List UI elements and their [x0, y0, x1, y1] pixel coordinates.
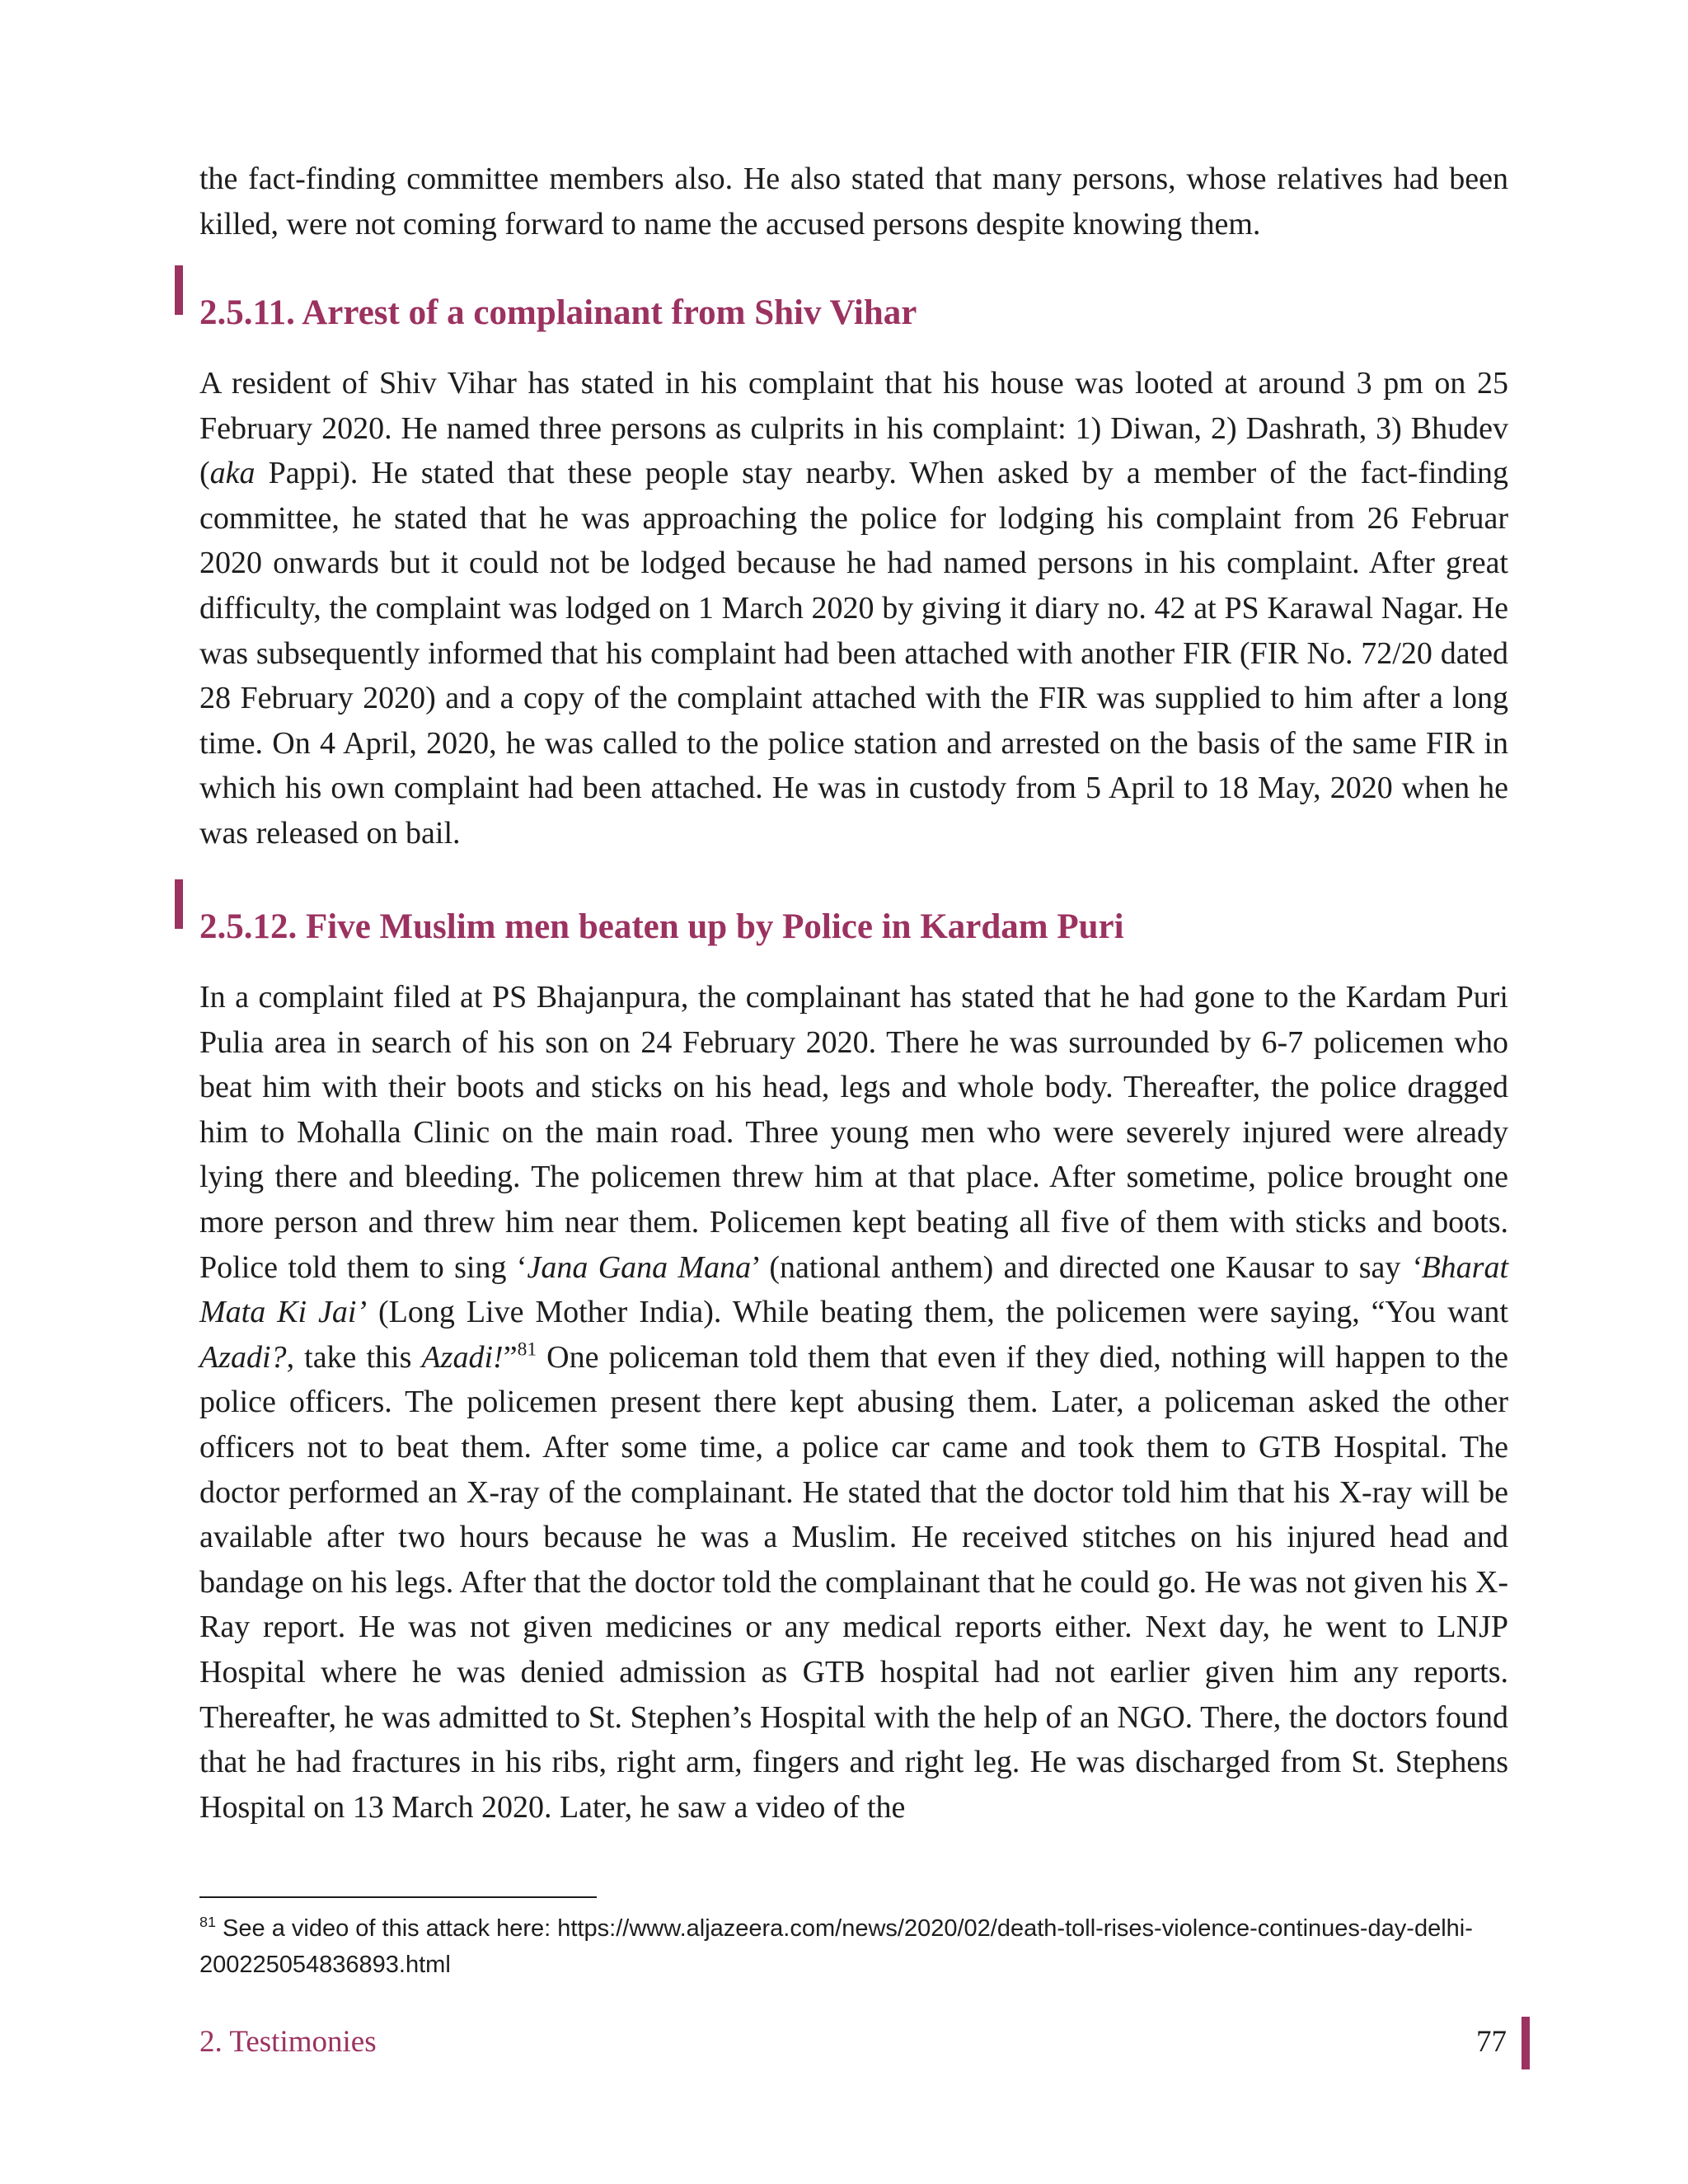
footer-accent-bar — [1522, 2017, 1530, 2069]
paragraph-text: Pappi). He stated that these people stay nearby. When asked by a member of the fact-finding committee, he stated that he was approaching the police for lodging his complaint from 26 Februar 2020 onwards but it could not be lodged because he had named persons in his complaint. After great difficulty, the complaint was lodged on 1 March 2020 by giving it diary no. 42 at PS Karawal Nagar. He was subsequently informed that his complaint had been attached with another FIR (FIR No. 72/20 dated 28 February 2020) and a copy of the complaint attached with the FIR was supplied to him after a long time. On 4 April, 2020, he was called to the police station and arrested on the basis of the same FIR in which his own complaint had been attached. He was in custody from 5 April to 18 May, 2020 when he was released on bail. — [199, 456, 1508, 851]
section-2-5-12-paragraph — [199, 975, 1508, 1830]
intro-text: the fact-finding committee members also. He also stated that many persons, whose relatives had been killed, were not coming forward to name the accused persons despite knowing them. — [199, 162, 1508, 241]
paragraph-text: , take this — [286, 1339, 422, 1375]
jana-gana-mana-italic: Jana Gana Mana — [527, 1249, 752, 1285]
footnote-81 — [199, 1910, 1508, 1983]
section-heading-bar — [175, 879, 183, 929]
azadi-italic: Azadi? — [199, 1339, 287, 1375]
paragraph-text: ’ (national anthem) and directed one Kausar to say — [751, 1249, 1411, 1285]
section-heading-bar — [175, 265, 183, 315]
section-2-5-11-paragraph — [199, 361, 1508, 856]
footnote-text: See a video of this attack here: https://www.aljazeera.com/news/2020/02/death-toll-rises-violence-continues-day-delhi-200225054836893.html — [199, 1915, 1473, 1978]
paragraph-text: One policeman told them that even if they died, nothing will happen to the police officers. The policemen present there kept abusing them. Later, a policeman asked the other officers not to beat them. After some time, a police car came and took them to GTB Hospital. The doctor performed an X-ray of the complainant. He stated that the doctor told him that his X-ray will be available after two hours because he was a Muslim. He received stitches on his injured head and bandage on his legs. After that the doctor told the complainant that he could go. He was not given his X-Ray report. He was not given medicines or any medical reports either. Next day, he went to LNJP Hospital where he was denied admission as GTB hospital had not earlier given him any reports. Thereafter, he was admitted to St. Stephen’s Hospital with the help of an NGO. There, the doctors found that he had fractures in his ribs, right arm, fingers and right leg. He was discharged from St. Stephens Hospital on 13 March 2020. Later, he saw a video of the — [199, 1339, 1508, 1825]
section-heading-2-5-11: 2.5.11. Arrest of a complainant from Shiv Vihar — [199, 293, 917, 332]
paragraph-text: In a complaint filed at PS Bhajanpura, the complainant has stated that he had gone to the Kardam Puri Pulia area in search of his son on 24 February 2020. There he was surrounded by 6-7 policemen who beat him with their boots and sticks on his head, legs and whole body. Thereafter, the police dragged him to Mohalla Clinic on the main road. Three young men who were severely injured were already lying there and bleeding. The policemen threw him at that place. After sometime, police brought one more person and threw him near them. Policemen kept beating all five of them with sticks and boots. Police told them to sing ‘ — [199, 980, 1508, 1285]
footnote-reference[interactable]: 81 — [517, 1338, 537, 1361]
paragraph-text: A resident of Shiv Vihar has stated in his complaint that his house was looted at around 3 pm on 25 February 2020. He named three persons as culprits in his complaint: 1) Diwan, 2) Dashrath, 3) Bhudev ( — [199, 366, 1508, 491]
paragraph-text: (Long Live Mother India). While beating them, the policemen were saying, “You want — [367, 1295, 1508, 1330]
aka-italic: aka — [209, 456, 256, 491]
footer-section-title: 2. Testimonies — [199, 2025, 377, 2059]
page-number: 77 — [1476, 2025, 1507, 2059]
paragraph-text: ” — [503, 1339, 518, 1375]
section-heading-2-5-12: 2.5.12. Five Muslim men beaten up by Police in Kardam Puri — [199, 907, 1124, 946]
footnote-divider — [199, 1896, 597, 1898]
footnote-number: 81 — [199, 1913, 216, 1930]
intro-paragraph — [199, 157, 1508, 246]
bharat-mata-ki-jai-italic: ‘Bharat Mata Ki Jai’ — [199, 1249, 1509, 1330]
azadi-italic: Azadi! — [421, 1339, 504, 1375]
